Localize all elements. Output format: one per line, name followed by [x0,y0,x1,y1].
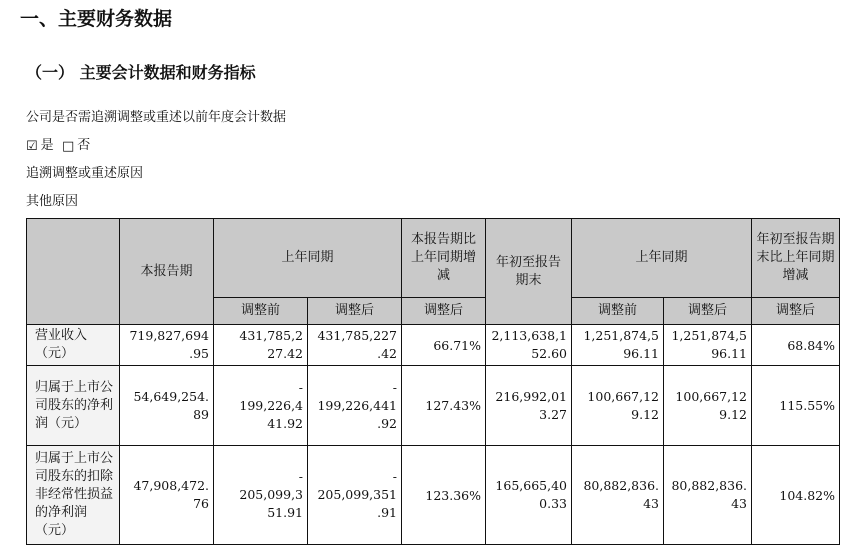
financial-data-table [26,218,840,545]
cell-ytd-prior-after: 80,882,836. 43 [664,446,752,545]
header-ytd-change: 年初至报告期末比上年同期增减 [752,219,840,298]
cell-current: 719,827,694 .95 [120,325,214,366]
header-prior-period: 上年同期 [214,219,402,298]
cell-prior-after: 431,785,227 .42 [308,325,402,366]
cell-prior-before: 431,785,2 27.42 [214,325,308,366]
cell-current: 47,908,472. 76 [120,446,214,545]
header-after-adjustment-change: 调整后 [402,298,486,325]
cell-ytd-prior-after: 1,251,874,5 96.11 [664,325,752,366]
blank-header-cell [27,219,120,325]
header-after-adjustment-ytd: 调整后 [664,298,752,325]
header-before-adjustment-ytd: 调整前 [572,298,664,325]
restatement-question: 公司是否需追溯调整或重述以前年度会计数据 [26,110,287,125]
cell-ytd: 216,992,01 3.27 [486,366,572,446]
cell-prior-after: - 205,099,351 .91 [308,446,402,545]
unchecked-checkbox-icon: □ [61,139,75,154]
row-label: 归属于上市公司股东的扣除非经常性损益的净利润（元） [27,446,120,545]
cell-ytd-prior-before: 100,667,12 9.12 [572,366,664,446]
cell-ytd-prior-before: 80,882,836. 43 [572,446,664,545]
header-before-adjustment: 调整前 [214,298,308,325]
no-label: 否 [77,138,91,153]
header-change: 本报告期比上年同期增减 [402,219,486,298]
table-row [27,366,840,446]
cell-ytd-change: 104.82% [752,446,840,545]
section-title: 一、主要财务数据 [20,8,173,30]
table-row [27,325,840,366]
header-after-adjustment-ytd-change: 调整后 [752,298,840,325]
subsection-title: （一） 主要会计数据和财务指标 [26,63,256,82]
restatement-options [26,134,90,153]
cell-ytd-change: 68.84% [752,325,840,366]
restatement-reason-label: 追溯调整或重述原因 [26,166,144,181]
cell-ytd: 165,665,40 0.33 [486,446,572,545]
other-reason-label: 其他原因 [26,194,79,209]
table-row [27,446,840,545]
cell-ytd-prior-after: 100,667,12 9.12 [664,366,752,446]
cell-change: 66.71% [402,325,486,366]
cell-prior-after: - 199,226,441 .92 [308,366,402,446]
cell-prior-before: - 205,099,3 51.91 [214,446,308,545]
cell-change: 123.36% [402,446,486,545]
header-after-adjustment: 调整后 [308,298,402,325]
row-label: 营业收入（元） [27,325,120,366]
header-prior-period-ytd: 上年同期 [572,219,752,298]
cell-prior-before: - 199,226,4 41.92 [214,366,308,446]
checked-checkbox-icon: ☑ [26,139,38,154]
row-label: 归属于上市公司股东的净利润（元） [27,366,120,446]
header-ytd: 年初至报告期末 [486,219,572,325]
cell-current: 54,649,254. 89 [120,366,214,446]
yes-label: 是 [40,138,54,153]
cell-change: 127.43% [402,366,486,446]
cell-ytd-change: 115.55% [752,366,840,446]
cell-ytd-prior-before: 1,251,874,5 96.11 [572,325,664,366]
header-current-period: 本报告期 [120,219,214,325]
cell-ytd: 2,113,638,1 52.60 [486,325,572,366]
